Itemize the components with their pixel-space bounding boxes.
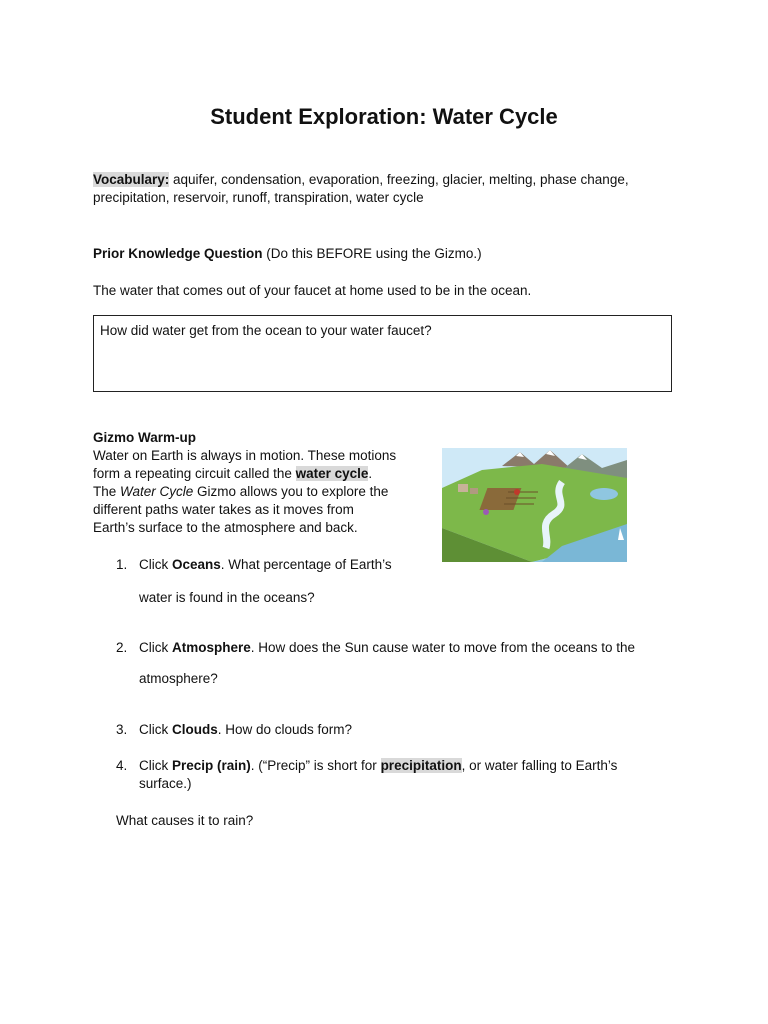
rain-question: What causes it to rain? xyxy=(116,813,254,828)
clouds-term: Clouds xyxy=(172,722,218,737)
prior-knowledge-title: Prior Knowledge Question xyxy=(93,246,263,261)
vocabulary-terms-1: aquifer, condensation, evaporation, freezing, glacier, melting, phase change, xyxy=(169,172,629,187)
vocabulary xyxy=(93,171,693,207)
question-2-continued: atmosphere? xyxy=(139,671,218,686)
water-cycle-term: water cycle xyxy=(295,466,369,481)
answer-box[interactable] xyxy=(93,315,672,392)
warmup-line: different paths water takes as it moves from xyxy=(93,502,354,517)
warmup-line: form a repeating circuit called the water cycle. xyxy=(93,466,373,481)
question-4: 4. Click Precip (rain). (“Precip” is short for precipitation, or water falling to Earth’s xyxy=(116,758,618,773)
question-3: 3. Click Clouds. How do clouds form? xyxy=(116,722,353,737)
question-1-continued: water is found in the oceans? xyxy=(139,590,315,605)
atmosphere-term: Atmosphere xyxy=(172,640,251,655)
warmup-line: Water on Earth is always in motion. These motions xyxy=(93,448,397,463)
answer-box-prompt: How did water get from the ocean to your water faucet? xyxy=(100,323,432,338)
gizmo-warmup xyxy=(93,429,423,537)
gizmo-name: Water Cycle xyxy=(120,484,194,499)
precip-term: Precip (rain) xyxy=(172,758,251,773)
question-2: 2. Click Atmosphere. How does the Sun cause water to move from the oceans to the xyxy=(116,640,635,655)
oceans-term: Oceans xyxy=(172,557,221,572)
question-1: 1. Click Oceans. What percentage of Earth’s xyxy=(116,557,392,572)
prior-knowledge-statement: The water that comes out of your faucet at home used to be in the ocean. xyxy=(93,283,532,298)
warmup-line: Earth’s surface to the atmosphere and back. xyxy=(93,520,358,535)
water-cycle-illustration xyxy=(442,448,627,562)
page-title: Student Exploration: Water Cycle xyxy=(210,104,558,129)
vocabulary-label: Vocabulary: xyxy=(93,172,170,187)
question-4-continued: surface.) xyxy=(139,776,192,791)
vocabulary-terms-2: precipitation, reservoir, runoff, transpiration, water cycle xyxy=(93,190,424,205)
prior-knowledge-note: (Do this BEFORE using the Gizmo.) xyxy=(262,246,482,261)
warmup-line: The Water Cycle Gizmo allows you to explore the xyxy=(93,484,389,499)
prior-knowledge-heading xyxy=(93,245,482,263)
precipitation-term: precipitation xyxy=(380,758,462,773)
warmup-heading: Gizmo Warm-up xyxy=(93,430,196,445)
